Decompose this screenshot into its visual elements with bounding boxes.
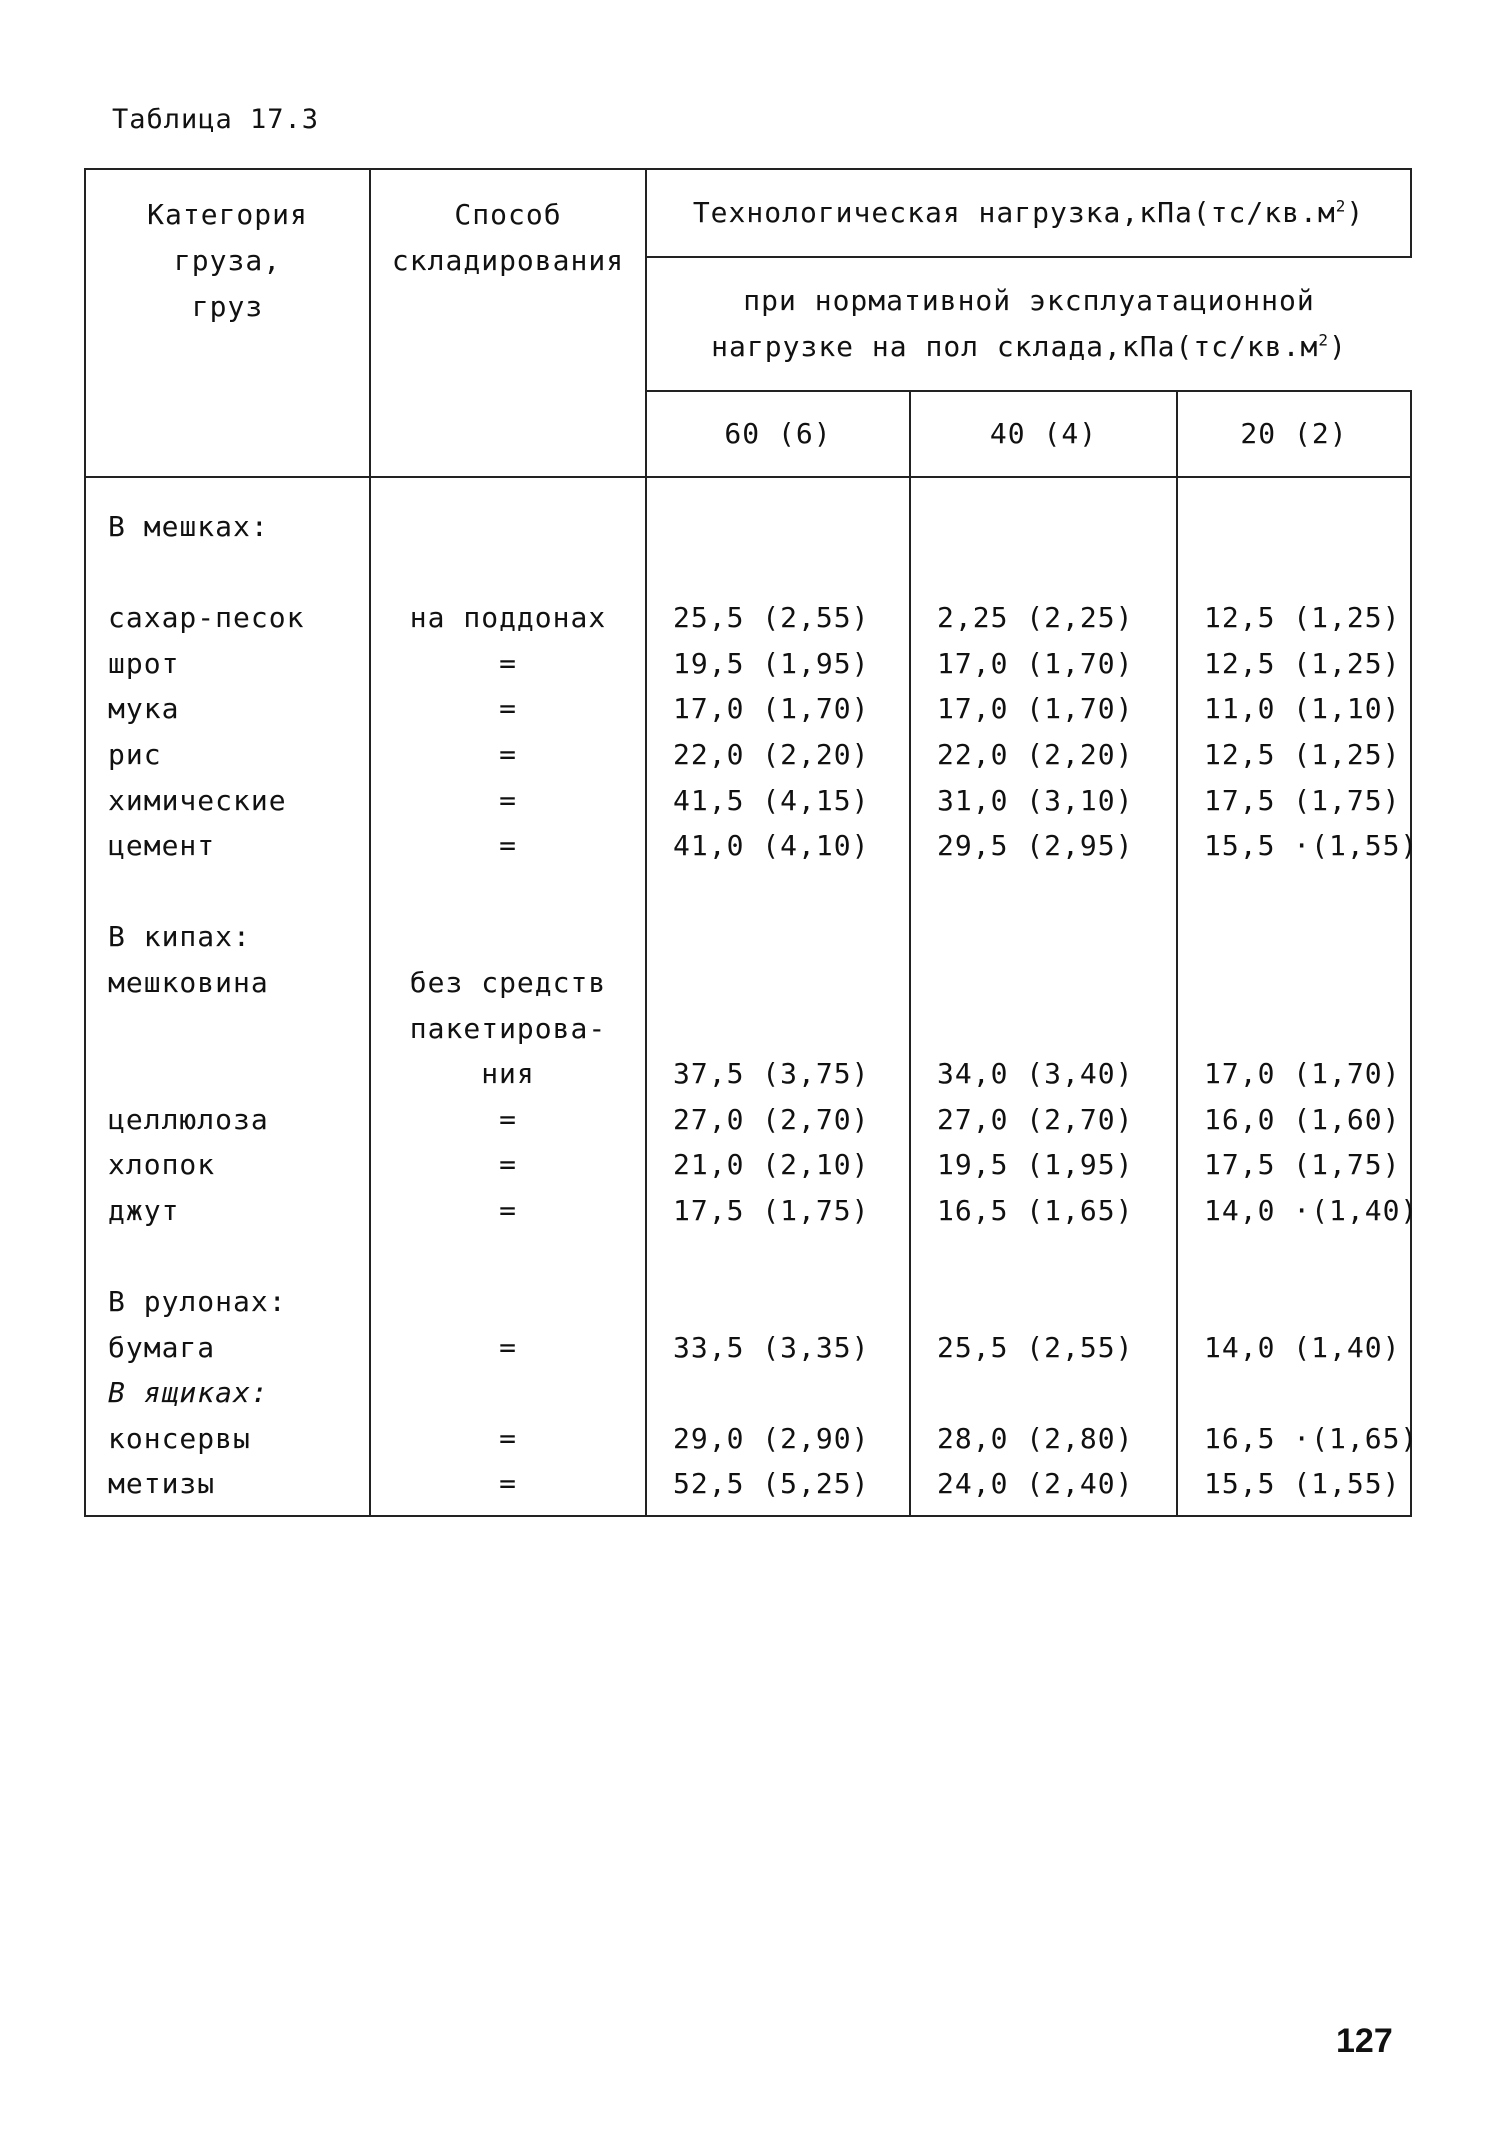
load-20-cell [1177,869,1411,915]
table-row [85,1097,1411,1143]
load-60-cell: 29,0 (2,90) [646,1416,910,1462]
table-row [85,477,1411,550]
header-method [370,169,646,477]
load-40-cell [910,1370,1177,1416]
storage-method-cell: пакетирова- [370,1006,646,1052]
load-20-cell: 12,5 (1,25) [1177,641,1411,687]
load-20-cell: 16,0 (1,60) [1177,1097,1411,1143]
load-40-cell [910,914,1177,960]
storage-method-cell: = [370,641,646,687]
cargo-name-cell: В кипах: [85,914,370,960]
storage-method-cell [370,477,646,550]
load-20-cell: 11,0 (1,10) [1177,686,1411,732]
cargo-name-cell: В мешках: [85,477,370,550]
header-tech-load [646,169,1411,257]
header-norm-load [646,257,1411,391]
table-row [85,960,1411,1006]
header-norm-load-line: при нормативной эксплуатационной [743,284,1315,317]
load-60-cell: 17,5 (1,75) [646,1188,910,1234]
table-row [85,1051,1411,1097]
header-category [85,169,370,477]
load-20-cell: 15,5 ·(1,55) [1177,823,1411,869]
load-40-cell: 16,5 (1,65) [910,1188,1177,1234]
storage-method-cell: = [370,1188,646,1234]
cargo-name-cell: сахар-песок [85,595,370,641]
table-row [85,732,1411,778]
cargo-name-cell [85,1234,370,1280]
load-60-cell [646,869,910,915]
load-20-cell: 14,0 (1,40) [1177,1325,1411,1371]
table-row [85,1461,1411,1516]
page-number: 127 [1336,2022,1393,2060]
cargo-name-cell: хлопок [85,1142,370,1188]
load-20-cell: 17,0 (1,70) [1177,1051,1411,1097]
header-norm-load-end: ) [1328,330,1347,363]
cargo-name-cell: химические [85,778,370,824]
table-row [85,641,1411,687]
load-60-cell [646,1370,910,1416]
load-40-cell: 24,0 (2,40) [910,1461,1177,1516]
storage-method-cell [370,914,646,960]
load-20-cell: 17,5 (1,75) [1177,1142,1411,1188]
table-row [85,1234,1411,1280]
load-60-cell: 33,5 (3,35) [646,1325,910,1371]
load-60-cell: 25,5 (2,55) [646,595,910,641]
load-60-cell [646,914,910,960]
storage-method-cell [370,1234,646,1280]
load-20-cell [1177,1279,1411,1325]
header-norm-load-line [647,324,1411,370]
header-tech-load-end: ) [1346,196,1365,229]
load-60-cell [646,1279,910,1325]
cargo-name-cell: В рулонах: [85,1279,370,1325]
load-20-cell: 16,5 ·(1,65) [1177,1416,1411,1462]
load-40-cell: 19,5 (1,95) [910,1142,1177,1188]
load-40-cell: 28,0 (2,80) [910,1416,1177,1462]
cargo-name-cell: целлюлоза [85,1097,370,1143]
load-60-cell: 52,5 (5,25) [646,1461,910,1516]
load-20-cell [1177,960,1411,1006]
cargo-name-cell: мука [85,686,370,732]
cargo-name-cell [85,869,370,915]
storage-method-cell [370,1279,646,1325]
load-20-cell [1177,914,1411,960]
load-60-cell [646,1234,910,1280]
storage-method-cell: ния [370,1051,646,1097]
header-norm-load-text: нагрузке на пол склада,кПа(тс/кв.м [711,330,1319,363]
load-40-cell [910,1234,1177,1280]
load-60-cell [646,1006,910,1052]
cargo-name-cell: метизы [85,1461,370,1516]
table-row [85,1416,1411,1462]
load-40-cell: 34,0 (3,40) [910,1051,1177,1097]
load-60-cell [646,550,910,596]
table-row [85,869,1411,915]
storage-method-cell: = [370,823,646,869]
load-60-cell: 37,5 (3,75) [646,1051,910,1097]
storage-method-cell [370,1370,646,1416]
storage-method-cell: на поддонах [370,595,646,641]
table-row [85,1142,1411,1188]
header-method-line: Способ [454,198,562,231]
load-40-cell: 27,0 (2,70) [910,1097,1177,1143]
load-40-cell: 22,0 (2,20) [910,732,1177,778]
storage-method-cell: = [370,778,646,824]
load-20-cell: 15,5 (1,55) [1177,1461,1411,1516]
load-20-cell: 12,5 (1,25) [1177,595,1411,641]
load-20-cell [1177,1234,1411,1280]
table-row [85,914,1411,960]
load-60-cell: 21,0 (2,10) [646,1142,910,1188]
load-60-cell [646,960,910,1006]
load-20-cell: 14,0 ·(1,40) [1177,1188,1411,1234]
table-row [85,686,1411,732]
load-40-cell [910,869,1177,915]
header-col-60: 60 (6) [646,391,910,477]
cargo-name-cell [85,1006,370,1052]
cargo-name-cell [85,550,370,596]
load-20-cell [1177,1006,1411,1052]
load-40-cell [910,1006,1177,1052]
header-norm-load-sup: 2 [1318,330,1329,350]
load-60-cell: 19,5 (1,95) [646,641,910,687]
load-40-cell: 2,25 (2,25) [910,595,1177,641]
load-20-cell: 12,5 (1,25) [1177,732,1411,778]
storage-method-cell: = [370,1142,646,1188]
load-20-cell [1177,1370,1411,1416]
storage-method-cell [370,550,646,596]
header-category-line: груза, [173,244,282,277]
cargo-name-cell: цемент [85,823,370,869]
load-60-cell [646,477,910,550]
header-category-line: груз [191,290,264,323]
load-60-cell: 22,0 (2,20) [646,732,910,778]
load-60-cell: 41,0 (4,10) [646,823,910,869]
cargo-name-cell: рис [85,732,370,778]
table-row [85,1370,1411,1416]
storage-method-cell: = [370,1416,646,1462]
storage-method-cell: = [370,1461,646,1516]
load-table [84,168,1419,1517]
storage-method-cell: = [370,1097,646,1143]
load-40-cell [910,550,1177,596]
table-header [85,169,1411,477]
load-20-cell [1177,477,1411,550]
load-20-cell: 17,5 (1,75) [1177,778,1411,824]
load-20-cell [1177,550,1411,596]
table-row [85,778,1411,824]
header-method-line: складирования [391,244,625,277]
load-40-cell: 17,0 (1,70) [910,686,1177,732]
table-row [85,595,1411,641]
load-60-cell: 27,0 (2,70) [646,1097,910,1143]
header-col-20: 20 (2) [1177,391,1411,477]
cargo-name-cell: В ящиках: [85,1370,370,1416]
cargo-name-cell: бумага [85,1325,370,1371]
storage-method-cell: = [370,686,646,732]
header-category-line: Категория [147,198,308,231]
cargo-name-cell: джут [85,1188,370,1234]
table-row [85,1188,1411,1234]
load-40-cell: 29,5 (2,95) [910,823,1177,869]
load-40-cell [910,1279,1177,1325]
load-40-cell [910,960,1177,1006]
cargo-name-cell: мешковина [85,960,370,1006]
storage-method-cell: без средств [370,960,646,1006]
load-60-cell: 17,0 (1,70) [646,686,910,732]
storage-method-cell: = [370,1325,646,1371]
table-row [85,1279,1411,1325]
load-60-cell: 41,5 (4,15) [646,778,910,824]
cargo-name-cell [85,1051,370,1097]
load-40-cell [910,477,1177,550]
cargo-name-cell: шрот [85,641,370,687]
storage-method-cell: = [370,732,646,778]
load-40-cell: 17,0 (1,70) [910,641,1177,687]
table-caption: Таблица 17.3 [112,104,320,135]
table-row [85,1325,1411,1371]
table-body [85,477,1419,1516]
header-tech-load-text: Технологическая нагрузка,кПа(тс/кв.м [692,196,1336,229]
storage-method-cell [370,869,646,915]
table-row [85,823,1411,869]
header-tech-load-sup: 2 [1335,196,1347,216]
load-40-cell: 25,5 (2,55) [910,1325,1177,1371]
table-row [85,550,1411,596]
load-40-cell: 31,0 (3,10) [910,778,1177,824]
header-col-40: 40 (4) [910,391,1177,477]
table-row [85,1006,1411,1052]
cargo-name-cell: консервы [85,1416,370,1462]
